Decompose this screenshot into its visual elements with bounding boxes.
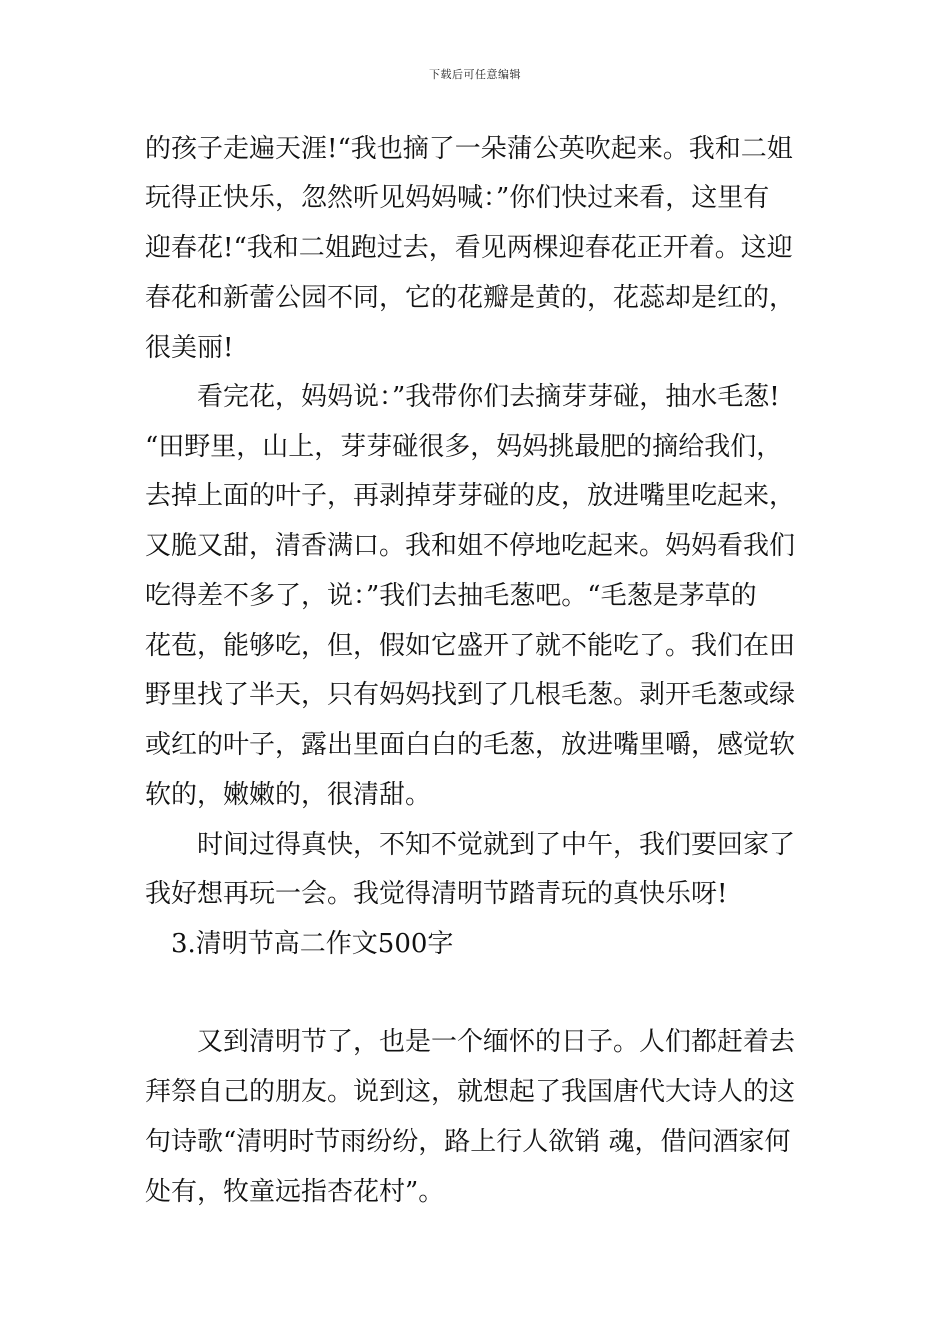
body-line: 处有，牧童远指杏花村”。 (145, 1177, 445, 1207)
body-line: 拜祭自己的朋友。说到这，就想起了我国唐代大诗人的这 (145, 1077, 796, 1107)
body-line: 花苞，能够吃，但，假如它盛开了就不能吃了。我们在田 (145, 631, 796, 661)
body-line: 软的，嫩嫩的，很清甜。 (145, 780, 432, 810)
body-line: 很美丽! (145, 333, 234, 363)
body-line: 玩得正快乐，忽然听见妈妈喊：”你们快过来看，这里有 (145, 183, 770, 213)
body-line: 或红的叶子，露出里面白白的毛葱，放进嘴里嚼，感觉软 (145, 730, 796, 760)
paragraph-first-line: 时间过得真快，不知不觉就到了中午，我们要回家了 (197, 830, 796, 860)
body-line: 去掉上面的叶子，再剥掉芽芽碰的皮，放进嘴里吃起来， (145, 481, 796, 511)
section-heading: 3.清明节高二作文500字 (171, 929, 454, 959)
body-line: 吃得差不多了，说：”我们去抽毛葱吧。“毛葱是茅草的 (145, 581, 757, 611)
body-line: “田野里，山上，芽芽碰很多，妈妈挑最肥的摘给我们， (145, 432, 783, 462)
paragraph-first-line: 又到清明节了，也是一个缅怀的日子。人们都赶着去 (197, 1027, 796, 1057)
body-line: 春花和新蕾公园不同，它的花瓣是黄的，花蕊却是红的， (145, 283, 796, 313)
body-line: 又脆又甜，清香满口。我和姐不停地吃起来。妈妈看我们 (145, 531, 796, 561)
paragraph-first-line: 看完花，妈妈说：”我带你们去摘芽芽碰，抽水毛葱! (197, 382, 780, 412)
body-line: 句诗歌“清明时节雨纷纷，路上行人欲销 魂，借问酒家何 (145, 1127, 791, 1157)
page-header-note: 下载后可任意编辑 (429, 68, 521, 81)
body-line: 野里找了半天，只有妈妈找到了几根毛葱。剥开毛葱或绿 (145, 680, 796, 710)
body-line: 迎春花!“我和二姐跑过去，看见两棵迎春花正开着。这迎 (145, 233, 793, 263)
body-line: 我好想再玩一会。我觉得清明节踏青玩的真快乐呀! (145, 879, 728, 909)
body-line: 的孩子走遍天涯!“我也摘了一朵蒲公英吹起来。我和二姐 (145, 134, 793, 164)
